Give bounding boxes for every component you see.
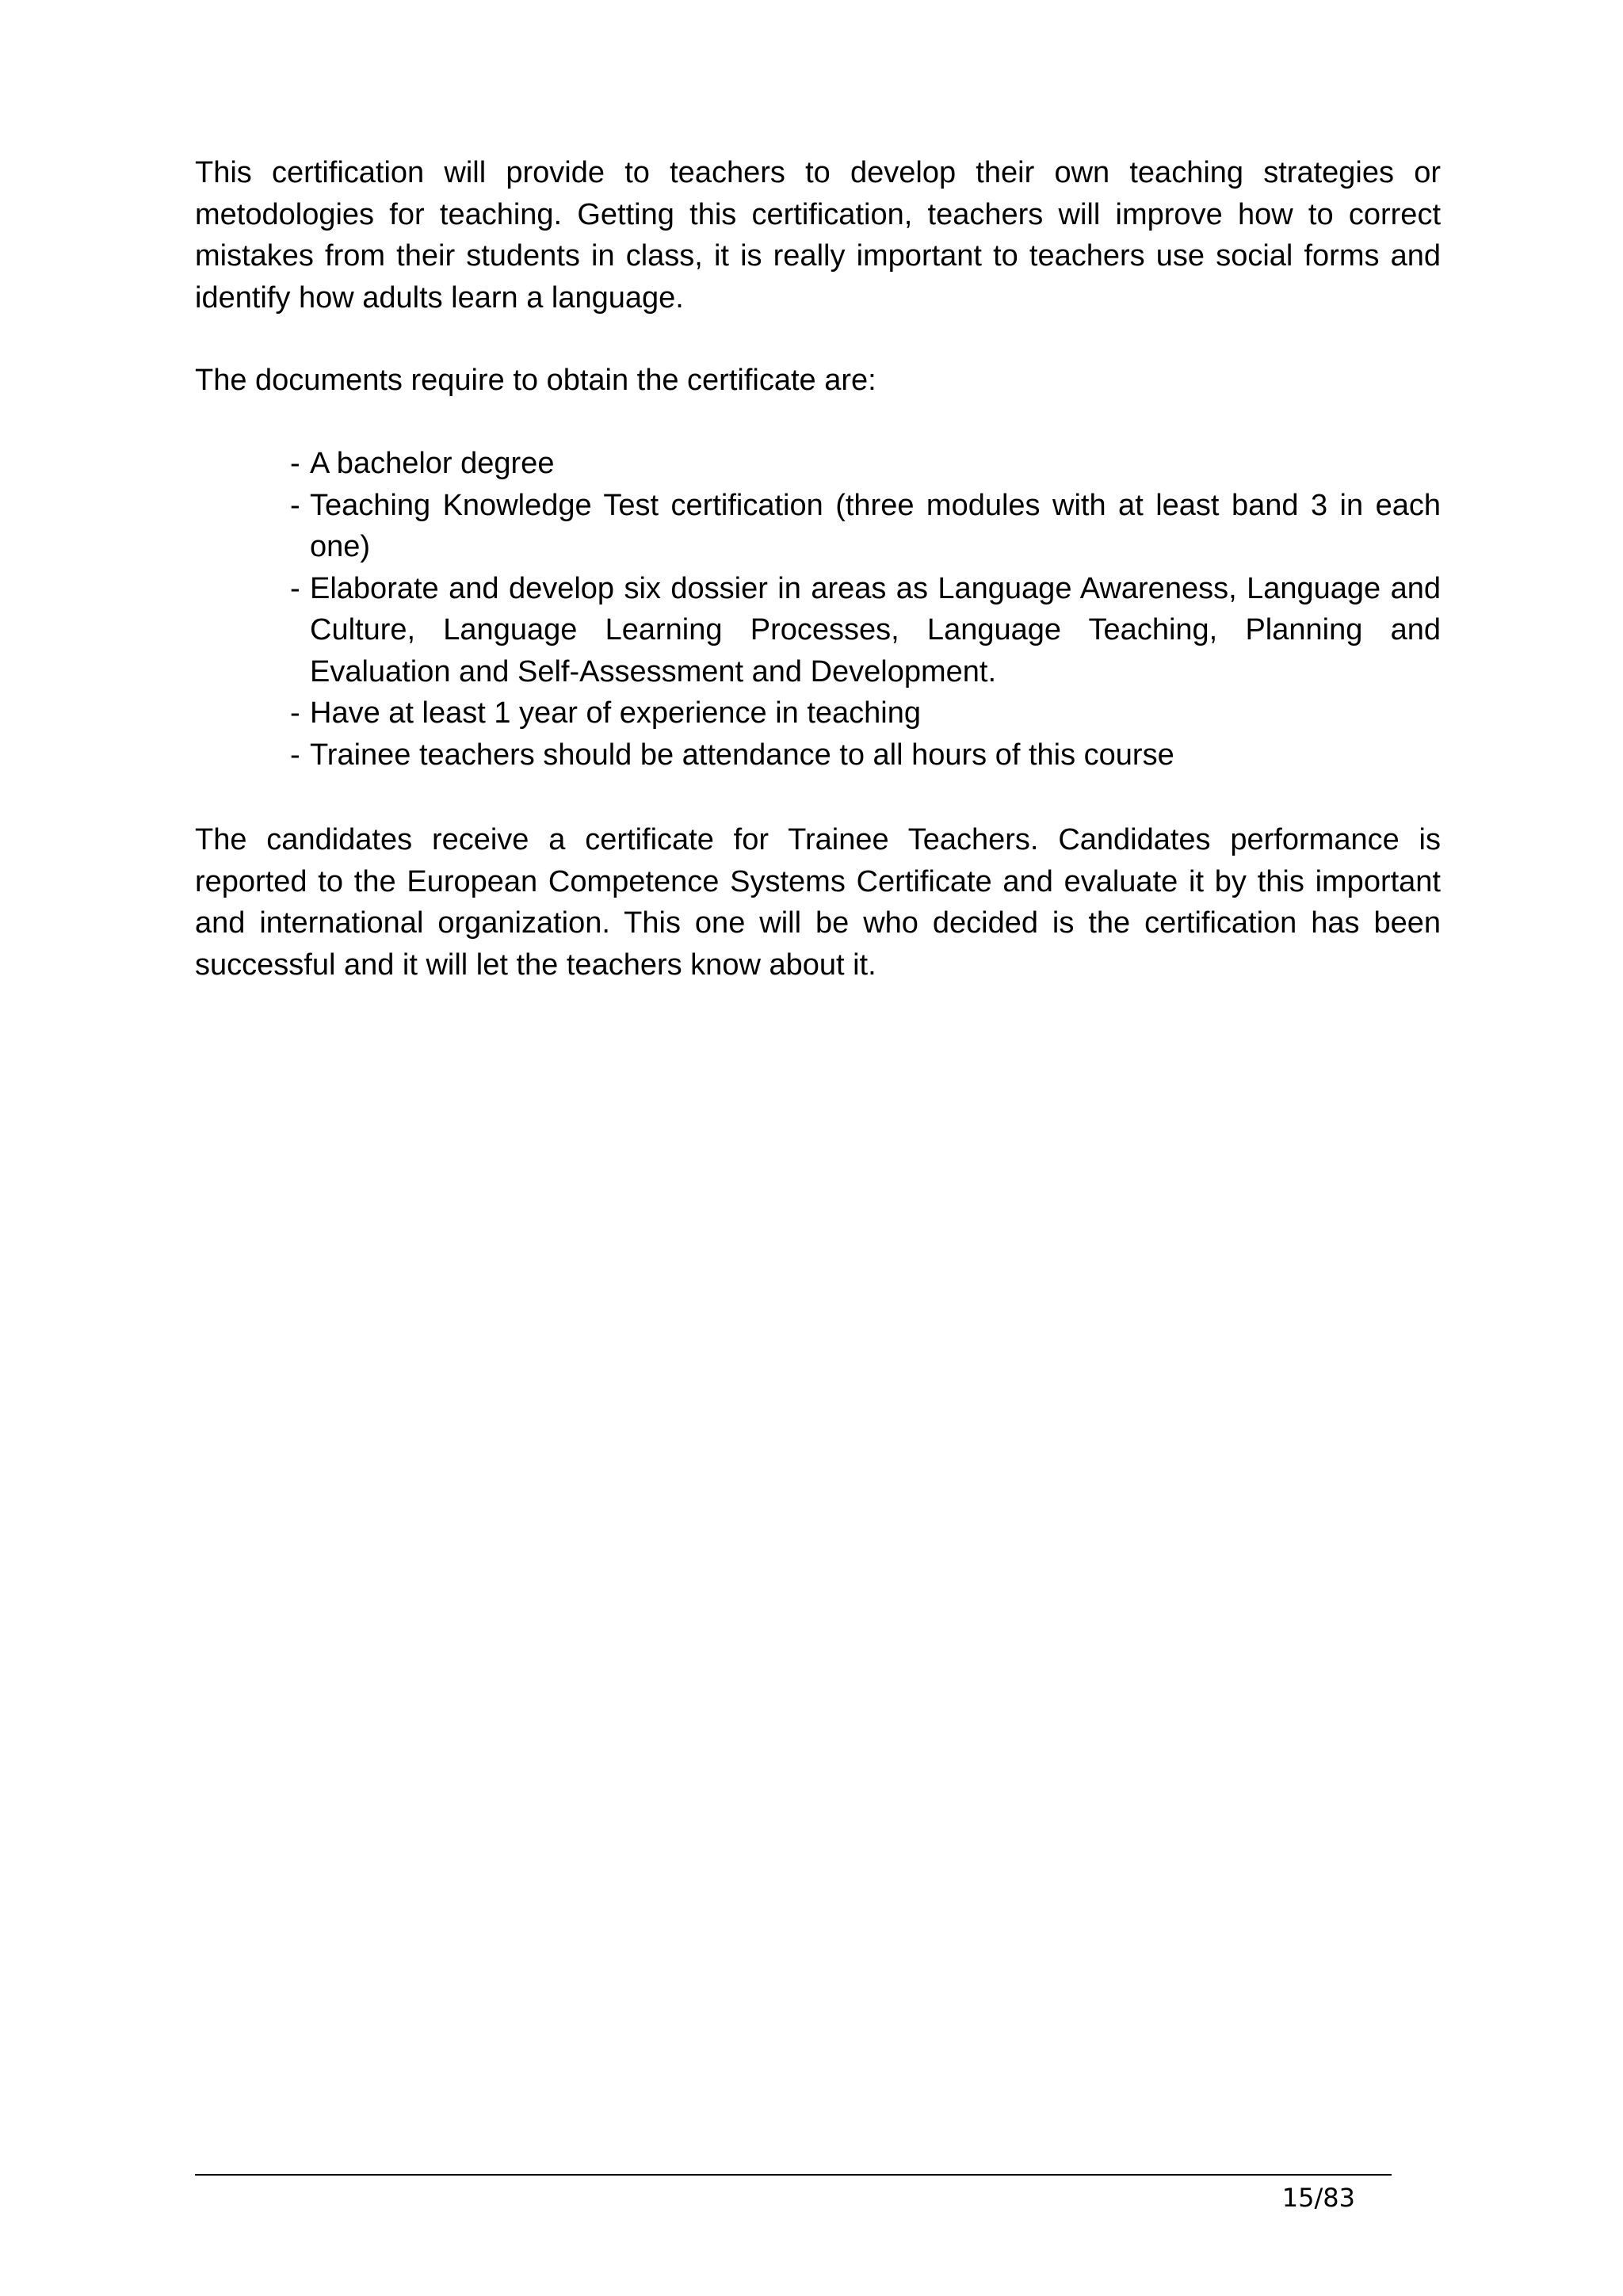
list-item-text: Trainee teachers should be attendance to all hours of this course: [310, 738, 1174, 772]
list-item-text: Teaching Knowledge Test certification (three modules with at least band 3 in each one): [310, 488, 1441, 563]
list-dash: -: [290, 571, 300, 605]
list-item-text: Have at least 1 year of experience in teaching: [310, 696, 922, 730]
list-item-text: Elaborate and develop six dossier in areas as Language Awareness, Language and Culture, Language Learning Processes, Language Teaching, Planning and Evaluation and Self-Assessment and Development.: [310, 571, 1441, 688]
list-item: [290, 443, 1441, 485]
list-item: [290, 734, 1441, 776]
list-item: [290, 485, 1441, 568]
intro-paragraph: This certification will provide to teachers to develop their own teaching strategies or metodologies for teaching. Getting this certification, teachers will improve how to correct mistakes from their students in class, it is really important to teachers use social forms and identify how adults learn a language.: [195, 156, 1441, 315]
page-number: 15/83: [1281, 2183, 1355, 2213]
list-dash: -: [290, 447, 300, 480]
requirements-list: [290, 443, 1441, 776]
list-dash: -: [290, 738, 300, 772]
footer-divider: [195, 2174, 1392, 2176]
outcome-paragraph: The candidates receive a certificate for Trainee Teachers. Candidates performance is reported to the European Competence Systems Certificate and evaluate it by this important and international organization. This one will be who decided is the certification has been successful and it will let the teachers know about it.: [195, 823, 1441, 982]
list-dash: -: [290, 488, 300, 522]
list-item-text: A bachelor degree: [310, 447, 555, 480]
list-dash: -: [290, 696, 300, 730]
list-item: [290, 568, 1441, 693]
requirements-intro: The documents require to obtain the certificate are:: [195, 364, 876, 397]
list-item: [290, 692, 1441, 734]
